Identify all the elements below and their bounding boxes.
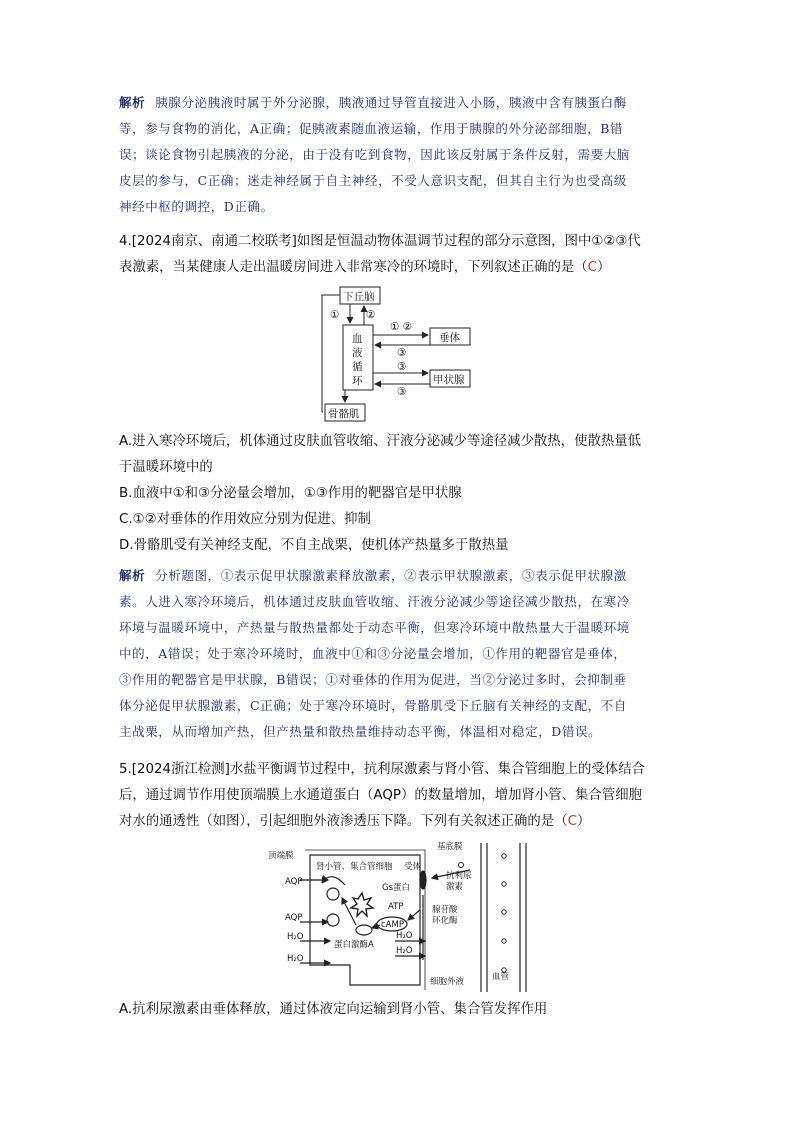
marker-3: ③ [397, 361, 407, 373]
answer-letter: C [567, 814, 577, 829]
blood-label-4: 环 [352, 375, 363, 387]
explanation-line: ③作用的靶器官是甲状腺，B错误；①对垂体的作用为促进，当②分泌过多时，会抑制垂 [119, 672, 627, 687]
water-label: H₂O [396, 946, 413, 956]
water-label: H₂O [287, 954, 304, 964]
explanation-line: 等，参与食物的消化，A正确；促胰液素随血液运输，作用于胰腺的外分泌部细胞，B错 [119, 121, 624, 136]
atp-label: ATP [388, 902, 404, 912]
blood-label-3: 循 [352, 361, 363, 373]
question-line-end: ） [597, 260, 611, 275]
water-label: H₂O [396, 931, 413, 941]
explanation-tag: 解析 [119, 95, 146, 110]
explanation-line: 体分泌促甲状腺激素，C正确；处于寒冷环境时，骨骼肌受下丘脑有关神经的支配，不自 [119, 698, 627, 713]
question-line: 后，通过调节作用使顶端膜上水通道蛋白（AQP）的数量增加，增加肾小管、集合管细胞 [119, 788, 642, 803]
aqp-label: AQP [285, 913, 303, 923]
water-label: H₂O [287, 932, 304, 942]
marker-3: ③ [397, 347, 407, 359]
adh-label-2: 激素 [446, 882, 464, 892]
question-line: 对水的通透性（如图），引起细胞外液渗透压下降。下列有关叙述正确的是（ [119, 814, 568, 829]
marker-1: ① [330, 309, 340, 321]
hypothalamus-label: 下丘脑 [343, 291, 375, 303]
marker-1-2: ① ② [390, 321, 413, 333]
option-a: A.抗利尿激素由垂体释放，通过体液定向运输到肾小管、集合管发挥作用 [119, 1002, 548, 1017]
blood-label-2: 液 [352, 347, 363, 359]
option-d: D.骨骼肌受有关神经支配，不自主战栗，使机体产热量多于散热量 [119, 538, 509, 553]
vessel-label: 血管 [492, 972, 510, 982]
adenylate-cyclase-label-2: 环化酶 [432, 916, 458, 926]
question-line: 表激素，当某健康人走出温暖房间进入非常寒冷的环境时，下列叙述正确的是（ [119, 260, 588, 275]
aqp-label: AQP [285, 877, 303, 887]
protein-kinase-a-label: 蛋白激酶A [334, 940, 374, 950]
question-line: 5.[2024浙江检测]水盐平衡调节过程中，抗利尿激素与肾小管、集合管细胞上的受体结合 [119, 762, 645, 777]
vesicle-star [351, 893, 373, 916]
answer-letter: C [587, 260, 598, 275]
option-c: C.①②对垂体的作用效应分别为促进、抑制 [119, 512, 371, 527]
question-line-end: ） [576, 814, 591, 829]
pituitary-label: 垂体 [439, 332, 460, 344]
option-a: A.进入寒冷环境后，机体通过皮肤血管收缩、汗液分泌减少等途径减少散热，使散热量低 [119, 434, 642, 449]
explanation-line: 主战栗，从而增加产热，但产热量和散热量维持动态平衡，体温相对稳定，D错误。 [119, 724, 602, 739]
question-5-option-a [119, 997, 679, 1023]
explanation-line: 误；谈论食物引起胰液的分泌，由于没有吃到食物，因此该反射属于条件反射，需要大脑 [119, 147, 630, 162]
thyroid-label: 甲状腺 [433, 374, 465, 386]
apical-membrane-label: 顶端膜 [268, 851, 294, 861]
marker-2: ② [366, 309, 376, 321]
explanation-line: 神经中枢的调控，D正确。 [119, 199, 274, 214]
blood-label-1: 血 [352, 333, 363, 345]
muscle-label: 骨骼肌 [328, 408, 360, 420]
basal-membrane-label: 基底膜 [437, 842, 463, 852]
option-a-cont: 于温暖环境中的 [119, 460, 213, 475]
explanation-tag: 解析 [119, 568, 146, 583]
gs-protein-label: Gs蛋白 [382, 883, 411, 893]
explanation-line: 中的，A错误；处于寒冷环境时，血液中①和③分泌量会增加，①作用的靶器官是垂体， [119, 646, 627, 661]
extracellular-fluid-label: 细胞外液 [430, 977, 465, 987]
explanation-line: 环境与温暖环境中，产热量与散热量都处于动态平衡，但寒冷环境中散热量大于温暖环境 [119, 620, 630, 635]
adh-label-1: 抗利尿 [446, 871, 472, 881]
cell-label: 肾小管、集合管细胞 [316, 862, 393, 872]
explanation-line: 素。人进入寒冷环境后，机体通过皮肤血管收缩、汗液分泌减少等途径减少散热，在寒冷 [119, 594, 630, 609]
adenylate-cyclase-label-1: 腺苷酸 [432, 905, 458, 915]
option-b: B.血液中①和③分泌量会增加，①③作用的靶器官是甲状腺 [119, 486, 462, 501]
marker-3: ③ [397, 386, 407, 398]
explanation-line: 分析题图，①表示促甲状腺激素释放激素，②表示甲状腺激素，③表示促甲状腺激 [155, 568, 627, 583]
explanation-line: 胰腺分泌胰液时属于外分泌腺，胰液通过导管直接进入小肠，胰液中含有胰蛋白酶 [155, 95, 627, 110]
question-line: 4.[2024南京、南通二校联考]如图是恒温动物体温调节过程的部分示意图，图中①②③代 [119, 234, 641, 249]
explanation-line: 皮层的参与，C正确；迷走神经属于自主神经，不受人意识支配，但其自主行为也受高级 [119, 173, 627, 188]
receptor-label: 受体 [404, 862, 422, 872]
camp-label: cAMP [381, 920, 404, 930]
